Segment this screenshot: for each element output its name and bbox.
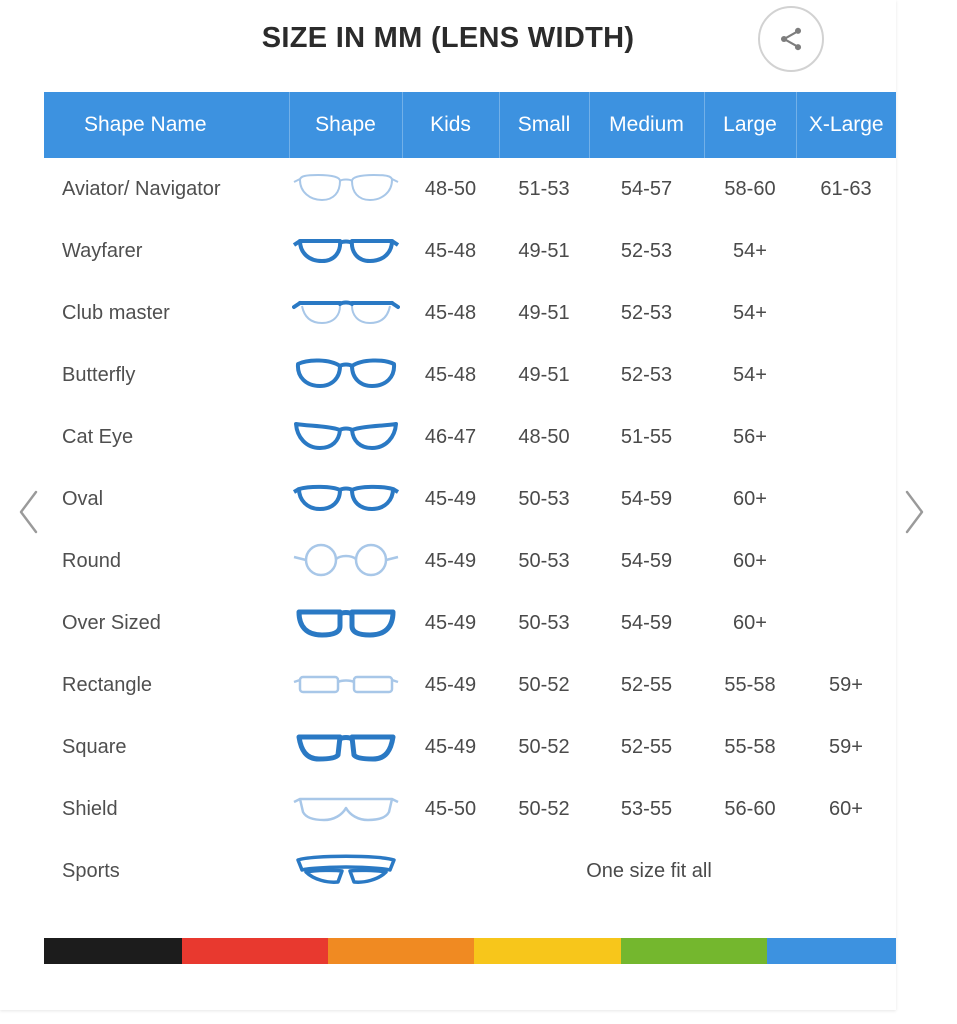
- cell-kids: 45-49: [424, 611, 477, 634]
- cell-xlarge: [796, 468, 896, 530]
- column-header-medium: Medium: [589, 92, 704, 158]
- cell-shape-name: Butterfly: [62, 363, 136, 386]
- cell-large: 56+: [733, 425, 767, 448]
- cell-kids: 45-48: [424, 239, 477, 262]
- cell-xlarge: 59+: [829, 735, 863, 758]
- cell-large: 55-58: [724, 735, 776, 758]
- cell-kids: 45-50: [424, 797, 477, 820]
- column-header-large: Large: [704, 92, 796, 158]
- cateye-glasses-icon: [289, 406, 402, 468]
- color-bar-segment-1: [44, 938, 182, 964]
- table-row: [44, 654, 896, 716]
- table-row: [44, 716, 896, 778]
- butterfly-glasses-icon: [289, 344, 402, 406]
- cell-medium: 52-53: [620, 301, 673, 324]
- table-row: [44, 778, 896, 840]
- column-header-xlarge: X-Large: [796, 92, 896, 158]
- table-row: [44, 592, 896, 654]
- cell-xlarge: 60+: [829, 797, 863, 820]
- cell-shape-name: Club master: [62, 301, 170, 324]
- clubmaster-glasses-icon: [289, 282, 402, 344]
- cell-shape-name: Over Sized: [62, 611, 161, 634]
- cell-xlarge: [796, 282, 896, 344]
- cell-kids: 46-47: [424, 425, 477, 448]
- table-row: [44, 840, 896, 902]
- cell-xlarge: [796, 530, 896, 592]
- cell-xlarge: [796, 592, 896, 654]
- cell-small: 50-52: [518, 797, 570, 820]
- oversized-glasses-icon: [289, 592, 402, 654]
- column-header-shape: Shape: [289, 92, 402, 158]
- oval-glasses-icon: [289, 468, 402, 530]
- color-bar-segment-3: [328, 938, 474, 964]
- cell-kids: 45-49: [424, 673, 477, 696]
- shield-glasses-icon: [289, 778, 402, 840]
- color-bar-segment-4: [474, 938, 620, 964]
- cell-shape-name: Oval: [62, 487, 104, 510]
- cell-medium: 52-53: [620, 239, 673, 262]
- cell-small: 50-52: [518, 735, 570, 758]
- column-header-shape-name: Shape Name: [44, 92, 289, 158]
- cell-kids: 45-49: [424, 549, 477, 572]
- chevron-right-icon[interactable]: [901, 488, 927, 536]
- cell-small: 50-53: [518, 611, 570, 634]
- table-row: [44, 344, 896, 406]
- cell-shape-name: Sports: [62, 859, 120, 882]
- color-bar-segment-6: [767, 938, 896, 964]
- cell-medium: 54-59: [620, 487, 673, 510]
- cell-shape-name: Cat Eye: [62, 425, 134, 448]
- cell-medium: 54-59: [620, 549, 673, 572]
- cell-xlarge: [796, 344, 896, 406]
- cell-shape-name: Aviator/ Navigator: [62, 177, 221, 200]
- rectangle-glasses-icon: [289, 654, 402, 716]
- cell-shape-name: Rectangle: [62, 673, 153, 696]
- cell-medium: 52-53: [620, 363, 673, 386]
- cell-shape-name: Square: [62, 735, 127, 758]
- cell-large: 54+: [733, 301, 767, 324]
- size-chart-table: [44, 92, 896, 902]
- cell-kids: 48-50: [424, 177, 477, 200]
- square-glasses-icon: [289, 716, 402, 778]
- cell-small: 49-51: [518, 363, 570, 386]
- cell-xlarge: 59+: [829, 673, 863, 696]
- chevron-left-icon[interactable]: [16, 488, 42, 536]
- cell-small: 50-53: [518, 549, 570, 572]
- cell-large: 60+: [733, 549, 767, 572]
- cell-kids: 45-49: [424, 487, 477, 510]
- aviator-glasses-icon: [289, 158, 402, 220]
- column-header-small: Small: [499, 92, 589, 158]
- page-title: SIZE IN MM (LENS WIDTH): [261, 22, 635, 54]
- cell-small: 51-53: [518, 177, 570, 200]
- cell-medium: 52-55: [620, 735, 673, 758]
- cell-medium: 53-55: [620, 797, 673, 820]
- cell-kids: 45-48: [424, 363, 477, 386]
- cell-xlarge: 61-63: [820, 177, 872, 200]
- wayfarer-glasses-icon: [289, 220, 402, 282]
- cell-large: 54+: [733, 363, 767, 386]
- table-row: [44, 220, 896, 282]
- cell-small: 50-52: [518, 673, 570, 696]
- cell-kids: 45-49: [424, 735, 477, 758]
- cell-shape-name: Wayfarer: [62, 239, 143, 262]
- table-row: [44, 468, 896, 530]
- cell-small: 49-51: [518, 239, 570, 262]
- cell-small: 49-51: [518, 301, 570, 324]
- cell-large: 56-60: [724, 797, 776, 820]
- cell-shape-name: Round: [62, 549, 121, 572]
- cell-medium: 52-55: [620, 673, 673, 696]
- cell-small: 50-53: [518, 487, 570, 510]
- column-header-kids: Kids: [402, 92, 499, 158]
- cell-large: 54+: [733, 239, 767, 262]
- cell-medium: 51-55: [620, 425, 673, 448]
- cell-medium: 54-57: [620, 177, 673, 200]
- cell-xlarge: [796, 220, 896, 282]
- cell-medium: 54-59: [620, 611, 673, 634]
- table-header-row: [44, 92, 896, 158]
- color-bar: [44, 938, 896, 964]
- cell-one-size-fit-all: One size fit all: [586, 859, 712, 882]
- round-glasses-icon: [289, 530, 402, 592]
- cell-kids: 45-48: [424, 301, 477, 324]
- cell-large: 55-58: [724, 673, 776, 696]
- color-bar-segment-5: [621, 938, 767, 964]
- table-header: [44, 92, 896, 158]
- cell-small: 48-50: [518, 425, 570, 448]
- cell-large: 60+: [733, 487, 767, 510]
- table-row: [44, 158, 896, 220]
- cell-shape-name: Shield: [62, 797, 118, 820]
- cell-xlarge: [796, 406, 896, 468]
- sports-glasses-icon: [289, 840, 402, 902]
- table-row: [44, 530, 896, 592]
- table-body: [44, 158, 896, 902]
- table-row: [44, 406, 896, 468]
- table-row: [44, 282, 896, 344]
- color-bar-segment-2: [182, 938, 328, 964]
- cell-large: 60+: [733, 611, 767, 634]
- share-icon[interactable]: [758, 6, 824, 72]
- cell-large: 58-60: [724, 177, 776, 200]
